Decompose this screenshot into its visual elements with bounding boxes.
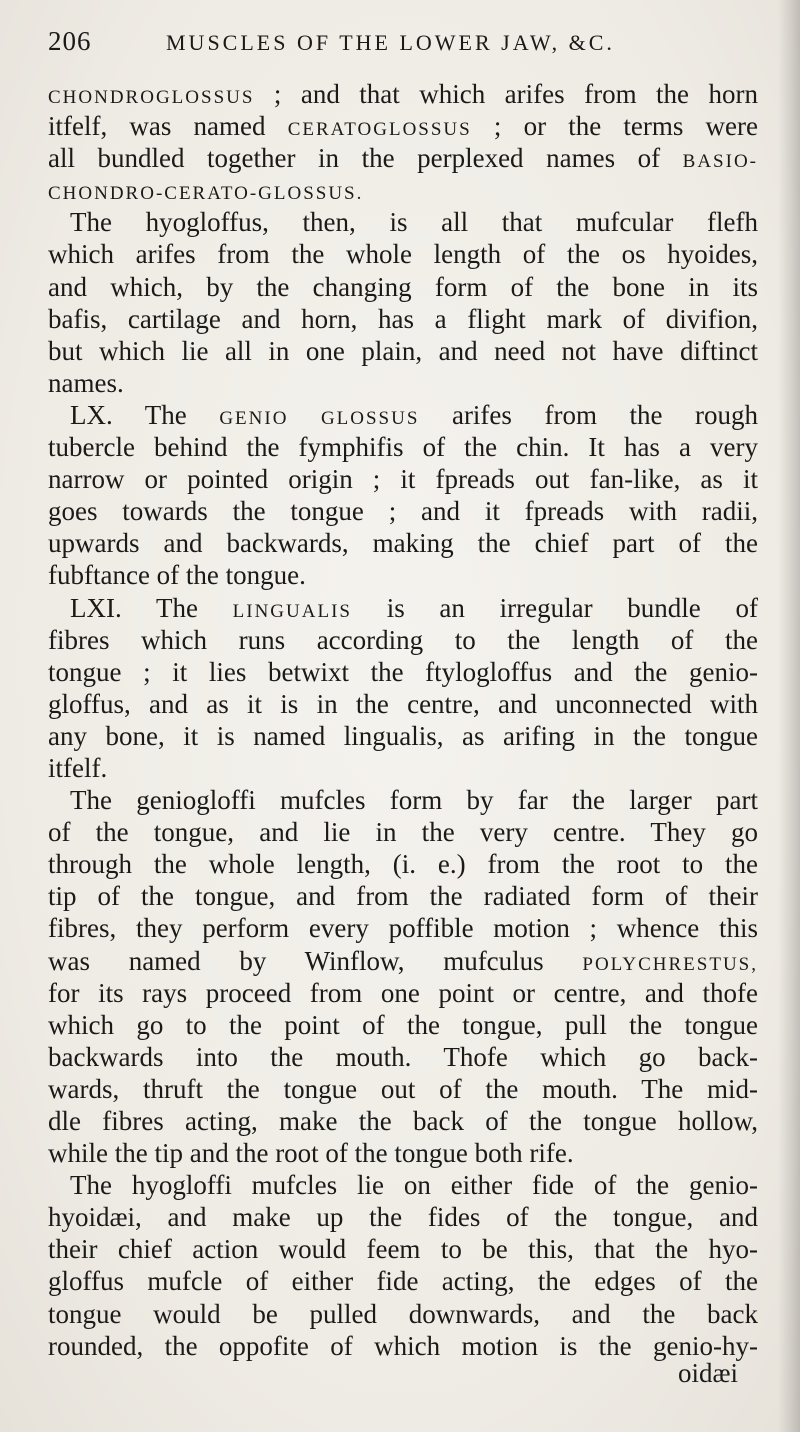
- text-run: tongue would be pulled downwards, and the back: [48, 1298, 758, 1329]
- text-line: [48, 720, 758, 752]
- text-line: [48, 1073, 758, 1105]
- text-run: is an irregular bundle of: [351, 592, 758, 623]
- text-run: tubercle behind the fymphifis of the chin. It has a very: [48, 432, 758, 463]
- text-line: [48, 495, 758, 527]
- text-line: [48, 1233, 758, 1265]
- text-line: [48, 335, 758, 367]
- text-line: [48, 784, 758, 816]
- text-run: itfelf, was named: [48, 111, 288, 142]
- text-run: narrow or pointed origin ; it fpreads out fan-like, as it: [48, 464, 758, 495]
- page-header: [48, 22, 760, 62]
- text-line: [48, 1009, 758, 1041]
- text-run: itfelf.: [48, 752, 108, 783]
- text-run: their chief action would feem to be this, that the hyo-: [48, 1234, 758, 1265]
- text-line: [48, 816, 758, 848]
- text-line: [48, 592, 758, 624]
- text-line: [48, 303, 758, 335]
- text-line: [48, 624, 758, 656]
- text-line: [48, 367, 758, 399]
- text-run: fubftance of the tongue.: [48, 560, 306, 591]
- text-line: [48, 848, 758, 880]
- text-run: through the whole length, (i. e.) from the root to the: [48, 849, 758, 880]
- page-number: 206: [48, 26, 92, 56]
- text-run: bafis, cartilage and horn, has a flight mark of divifion,: [48, 303, 758, 334]
- text-line: [48, 399, 758, 431]
- text-line: [48, 142, 758, 174]
- text-line: [48, 1169, 758, 1201]
- small-caps-term: CERATOGLOSSUS: [287, 119, 472, 141]
- text-run: LX. The: [70, 399, 220, 430]
- catchword: oidæi: [677, 1358, 738, 1388]
- small-caps-term: LINGUALIS: [232, 600, 352, 622]
- text-run: any bone, it is named lingualis, as arifing in the tongue: [48, 720, 758, 751]
- text-run: fibres which runs according to the length of the: [48, 624, 758, 655]
- text-line: [48, 78, 758, 110]
- text-run: but which lie all in one plain, and need not have diftinct: [48, 335, 758, 366]
- body-text: [48, 78, 758, 1362]
- text-line: [48, 945, 758, 977]
- text-run: names.: [48, 367, 124, 398]
- text-run: The hyogloffi mufcles lie on either fide of the genio-: [70, 1170, 758, 1201]
- text-line: [48, 688, 758, 720]
- text-run: and which, by the changing form of the bone in its: [48, 271, 758, 302]
- text-run: wards, thruft the tongue out of the mouth. The mid-: [48, 1073, 758, 1104]
- text-run: ; and that which arifes from the horn: [254, 79, 758, 109]
- text-run: hyoidæi, and make up the fides of the tongue, and: [48, 1202, 758, 1233]
- text-run: which go to the point of the tongue, pull the tongue: [48, 1009, 758, 1040]
- text-line: [48, 1265, 758, 1297]
- small-caps-term: POLYCHRESTUS,: [582, 953, 758, 975]
- text-line: [48, 880, 758, 912]
- text-run: tongue ; it lies betwixt the ftylogloffus and the genio-: [48, 656, 758, 687]
- small-caps-term: CHONDRO-CERATO-GLOSSUS.: [48, 183, 364, 205]
- text-run: dle fibres acting, make the back of the tongue hollow,: [48, 1106, 758, 1136]
- running-head: MUSCLES OF THE LOWER JAW, &C.: [166, 30, 615, 55]
- text-run: gloffus mufcle of either fide acting, the edges of the: [48, 1266, 758, 1297]
- text-line: [48, 174, 758, 206]
- text-run: which arifes from the whole length of the os hyoides,: [48, 239, 758, 270]
- text-run: The hyogloffus, then, is all that mufcular flefh: [70, 207, 758, 238]
- text-run: tip of the tongue, and from the radiated form of their: [48, 881, 758, 912]
- text-run: LXI. The: [70, 592, 233, 623]
- text-run: ; or the terms were: [471, 111, 759, 142]
- text-line: [48, 463, 758, 495]
- text-line: [48, 206, 758, 238]
- text-run: of the tongue, and lie in the very centre. They go: [48, 817, 758, 848]
- text-line: [48, 1105, 758, 1137]
- text-line: [48, 431, 758, 463]
- text-line: [48, 977, 758, 1009]
- text-run: was named by Winflow, mufculus: [48, 945, 583, 976]
- text-run: The geniogloffi mufcles form by far the larger part: [70, 785, 758, 816]
- text-run: fibres, they perform every poffible motion ; whence this: [48, 913, 758, 944]
- text-run: backwards into the mouth. Thofe which go back-: [48, 1041, 758, 1072]
- text-line: [48, 238, 758, 270]
- page-gutter-shadow: [778, 0, 800, 1432]
- text-line: [48, 1041, 758, 1073]
- text-run: for its rays proceed from one point or centre, and thofe: [48, 977, 758, 1008]
- text-line: [48, 559, 758, 591]
- small-caps-term: BASIO-: [682, 151, 758, 173]
- text-run: while the tip and the root of the tongue both rife.: [48, 1138, 574, 1169]
- text-line: [48, 527, 758, 559]
- text-line: [48, 1201, 758, 1233]
- text-line: [48, 110, 758, 142]
- text-run: goes towards the tongue ; and it fpreads with radii,: [48, 496, 758, 527]
- text-line: [48, 752, 758, 784]
- text-line: [48, 1330, 758, 1362]
- small-caps-term: GENIO GLOSSUS: [219, 407, 420, 429]
- text-run: arifes from the rough: [419, 399, 758, 430]
- text-line: [48, 1298, 758, 1330]
- text-run: rounded, the oppofite of which motion is the genio-hy-: [48, 1330, 758, 1361]
- text-line: [48, 271, 758, 303]
- text-run: gloffus, and as it is in the centre, and unconnected with: [48, 688, 758, 719]
- text-run: upwards and backwards, making the chief part of the: [48, 528, 758, 559]
- small-caps-term: CHONDROGLOSSUS: [48, 87, 255, 108]
- text-run: all bundled together in the perplexed names of: [48, 143, 683, 174]
- text-line: [48, 912, 758, 944]
- text-line: [48, 656, 758, 688]
- text-line: [48, 1137, 758, 1169]
